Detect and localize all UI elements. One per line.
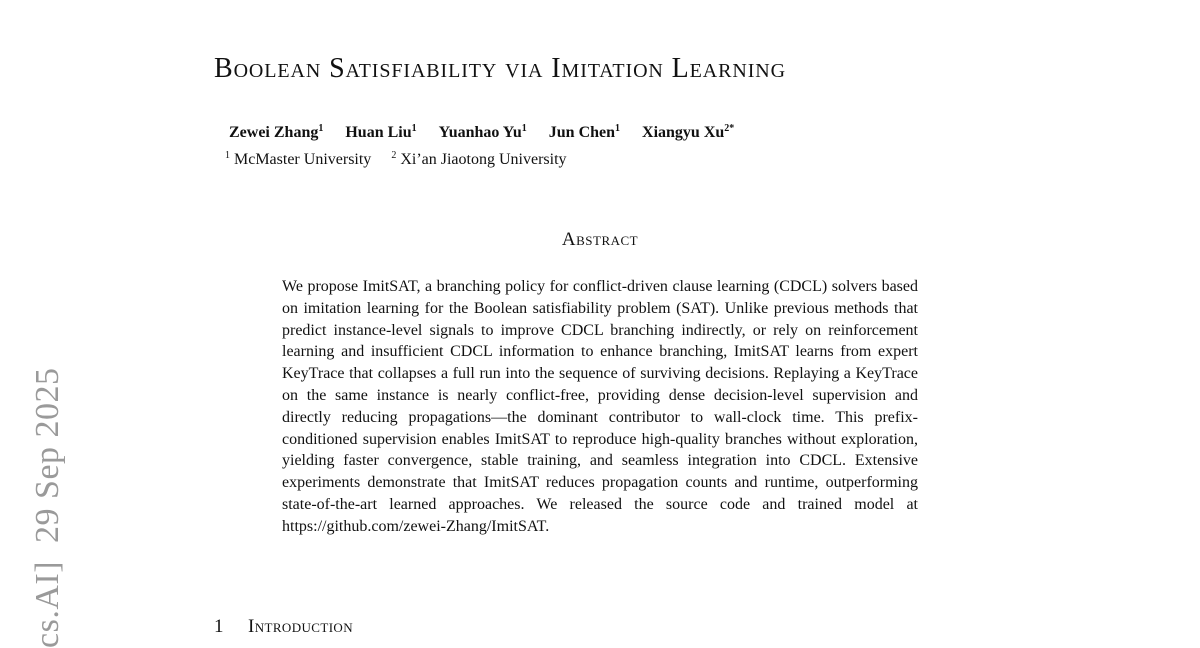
- author-affiliation-mark: 1: [615, 123, 621, 134]
- author-name: Jun Chen: [548, 124, 616, 141]
- author: [229, 123, 323, 143]
- author-affiliation-mark: 1: [521, 123, 527, 134]
- author: [642, 123, 734, 143]
- affiliation-name: Xi’an Jiaotong University: [400, 151, 567, 168]
- section-title: Introduction: [248, 616, 354, 637]
- author-name: Yuanhao Yu: [438, 124, 522, 141]
- affiliation: [391, 150, 566, 170]
- author: [345, 123, 416, 143]
- affiliation-mark: 1: [225, 150, 230, 161]
- arxiv-category: cs.AI]: [29, 560, 66, 648]
- author-name: Huan Liu: [345, 124, 412, 141]
- author: [439, 123, 527, 143]
- author-list: [229, 123, 734, 143]
- abstract-heading: Abstract: [561, 229, 639, 250]
- arxiv-date: 29 Sep 2025: [29, 367, 66, 543]
- paper-title: Boolean Satisfiability via Imitation Learning: [214, 53, 786, 84]
- author-affiliation-mark: 1: [411, 123, 417, 134]
- section-heading: [214, 616, 353, 638]
- affiliation: [225, 150, 371, 170]
- affiliation-list: [225, 150, 583, 170]
- abstract-text: We propose ImitSAT, a branching policy for conflict-driven clause learning (CDCL) solvers based on imitation learning for the Boolean satisfiability problem (SAT). Unlike previous methods that predict instance-level signals to improve CDCL branching indirectly, or rely on reinforcement learning and insufficient CDCL information to enhance branching, ImitSAT learns from expert KeyTrace that collapses a full run into the sequence of surviving decisions. Replaying a KeyTrace on the same instance is nearly conflict-free, providing dense decision-level supervision and directly reducing propagations—the dominant contributor to wall-clock time. This prefix-conditioned supervision enables ImitSAT to reproduce high-quality branches without exploration, yielding faster convergence, stable training, and seamless integration into CDCL. Extensive experiments demonstrate that ImitSAT reduces propagation counts and runtime, outperforming state-of-the-art learned approaches. We released the source code and trained model at https://github.com/zewei-Zhang/ImitSAT.: [282, 278, 918, 535]
- affiliation-name: McMaster University: [234, 151, 372, 168]
- arxiv-side-stamp: [26, 334, 70, 648]
- author-name: Xiangyu Xu: [642, 124, 725, 141]
- section-number: 1: [214, 616, 224, 637]
- author: [549, 123, 620, 143]
- author-name: Zewei Zhang: [229, 124, 319, 141]
- affiliation-mark: 2: [391, 150, 397, 161]
- author-affiliation-mark: 2*: [724, 123, 735, 134]
- author-affiliation-mark: 1: [318, 123, 324, 134]
